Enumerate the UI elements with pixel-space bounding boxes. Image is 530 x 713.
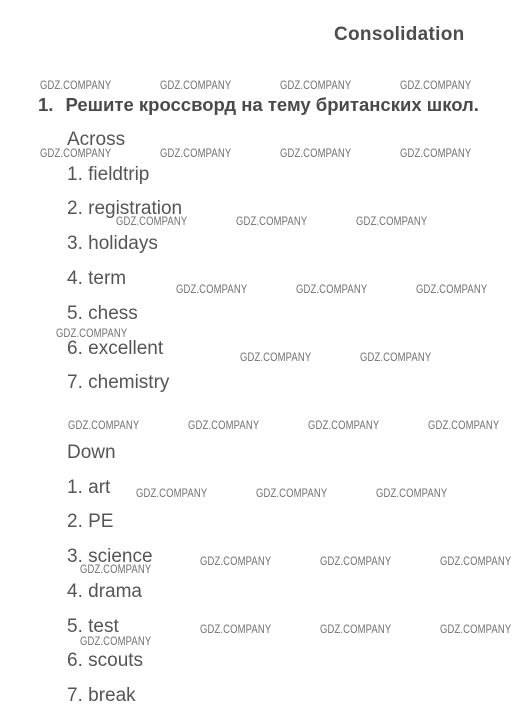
down-item-4: 4. drama: [67, 581, 142, 602]
watermark: GDZ.COMPANY: [80, 564, 152, 576]
watermark: GDZ.COMPANY: [400, 148, 472, 160]
across-item-7: 7. chemistry: [67, 372, 170, 393]
down-label: Down: [67, 442, 116, 463]
watermark: GDZ.COMPANY: [360, 352, 432, 364]
watermark: GDZ.COMPANY: [200, 556, 272, 568]
watermark: GDZ.COMPANY: [116, 216, 188, 228]
down-item-3: 3. science: [67, 546, 153, 567]
watermark: GDZ.COMPANY: [160, 148, 232, 160]
across-item-2: 2. registration: [67, 198, 183, 219]
watermark: GDZ.COMPANY: [200, 624, 272, 636]
across-item-6: 6. excellent: [67, 338, 164, 359]
watermark: GDZ.COMPANY: [320, 556, 392, 568]
task-number: 1.: [38, 94, 54, 115]
watermark: GDZ.COMPANY: [56, 328, 128, 340]
watermark: GDZ.COMPANY: [80, 636, 152, 648]
down-item-5: 5. test: [67, 616, 119, 637]
watermark: GDZ.COMPANY: [280, 148, 352, 160]
watermark: GDZ.COMPANY: [308, 420, 380, 432]
watermark: GDZ.COMPANY: [356, 216, 428, 228]
section-title: Consolidation: [334, 24, 465, 45]
watermark: GDZ.COMPANY: [416, 284, 488, 296]
watermark: GDZ.COMPANY: [440, 624, 512, 636]
watermark: GDZ.COMPANY: [256, 488, 328, 500]
down-item-2: 2. PE: [67, 511, 114, 532]
watermark: GDZ.COMPANY: [176, 284, 248, 296]
watermark: GDZ.COMPANY: [240, 352, 312, 364]
watermark: GDZ.COMPANY: [296, 284, 368, 296]
watermark: GDZ.COMPANY: [440, 556, 512, 568]
watermark: GDZ.COMPANY: [40, 80, 112, 92]
watermark: GDZ.COMPANY: [428, 420, 500, 432]
watermark: GDZ.COMPANY: [40, 148, 112, 160]
watermark: GDZ.COMPANY: [236, 216, 308, 228]
task-heading: [38, 94, 479, 116]
watermark: GDZ.COMPANY: [136, 488, 208, 500]
down-item-6: 6. scouts: [67, 650, 144, 671]
across-label: Across: [67, 129, 126, 150]
watermark: GDZ.COMPANY: [320, 624, 392, 636]
watermark: GDZ.COMPANY: [188, 420, 260, 432]
watermark: GDZ.COMPANY: [376, 488, 448, 500]
down-item-1: 1. art: [67, 477, 111, 498]
watermark: GDZ.COMPANY: [400, 80, 472, 92]
task-instruction: Решите кроссворд на тему британских школ.: [65, 94, 479, 115]
across-item-4: 4. term: [67, 268, 127, 289]
across-item-5: 5. chess: [67, 303, 138, 324]
watermark: GDZ.COMPANY: [68, 420, 140, 432]
watermark: GDZ.COMPANY: [160, 80, 232, 92]
watermark: GDZ.COMPANY: [280, 80, 352, 92]
across-item-3: 3. holidays: [67, 233, 158, 254]
down-item-7: 7. break: [67, 685, 136, 706]
across-item-1: 1. fieldtrip: [67, 164, 150, 185]
